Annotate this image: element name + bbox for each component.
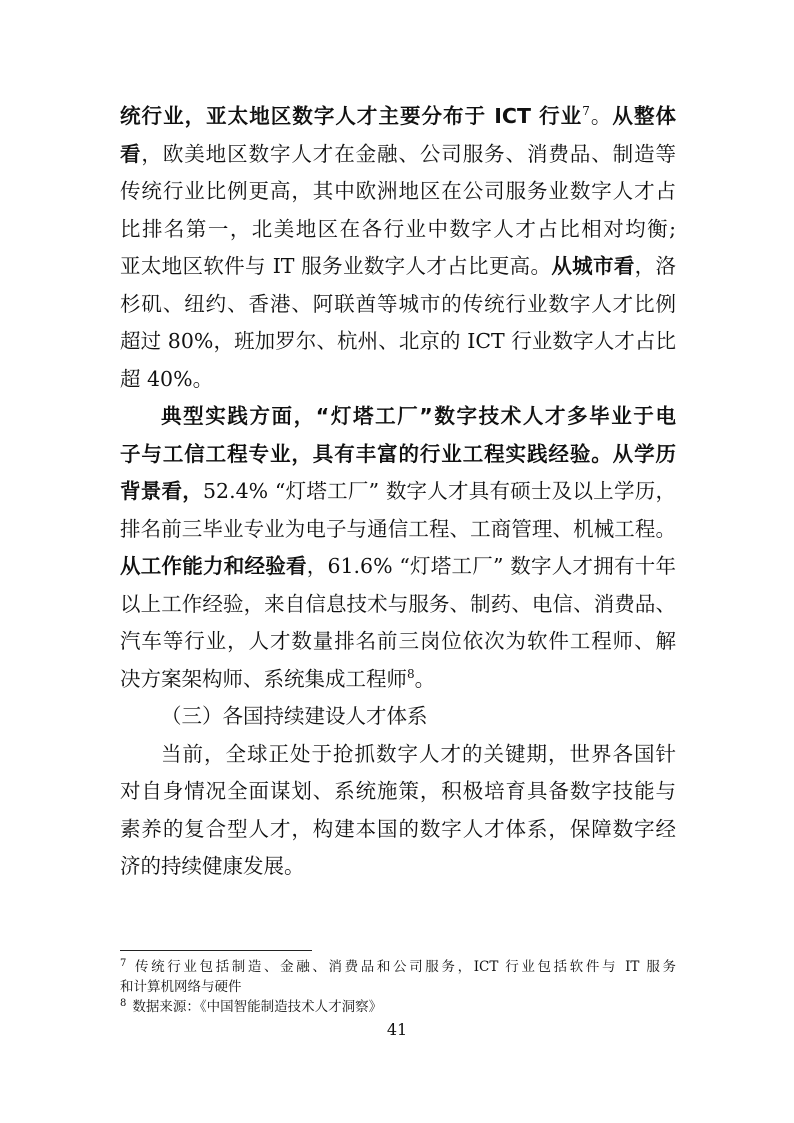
text-line: 排名前三毕业专业为电子与通信工程、工商管理、机械工程。 <box>120 516 676 541</box>
text-segment: ，洛 <box>634 254 677 278</box>
text-line <box>120 98 676 136</box>
footnote-mark: 7 <box>120 957 127 969</box>
text-line: 对自身情况全面谋划、系统施策，积极培育具备数字技能与 <box>120 779 676 803</box>
text-segment: 。 <box>414 666 436 691</box>
bold-phrase: 看 <box>120 141 142 166</box>
text-segment: 亚太地区软件与 IT 服务业数字人才占比更高。 <box>120 254 552 278</box>
footnote-ref-7[interactable]: 7 <box>582 104 590 119</box>
text-line: 杉矶、纽约、香港、阿联酋等城市的传统行业数字人才比例 <box>120 291 676 316</box>
text-line <box>120 548 676 586</box>
text-line: 济的持续健康发展。 <box>120 854 305 878</box>
text-line: 汽车等行业，人才数量排名前三岗位依次为软件工程师、解 <box>120 629 676 653</box>
footnote-divider <box>120 950 312 951</box>
text-line: 比排名第一，北美地区在各行业中数字人才占比相对均衡; <box>120 216 676 241</box>
text-segment: ，欧美地区数字人才在金融、公司服务、消费品、制造等 <box>141 141 677 166</box>
footnote-text: 传统行业包括制造、金融、消费品和公司服务，ICT 行业包括软件与 IT 服务 <box>132 959 676 975</box>
text-line: 以上工作经验，来自信息技术与服务、制药、电信、消费品、 <box>120 591 676 616</box>
text-line: 素养的复合型人才，构建本国的数字人才体系，保障数字经 <box>120 816 676 841</box>
text-segment: 52.4% “灯塔工厂” 数字人才具有硕士及以上学历， <box>202 479 676 503</box>
text-line <box>120 248 676 286</box>
footnote-mark: 8 <box>120 997 127 1009</box>
paragraph-national-talent-systems <box>120 736 676 886</box>
text-line: 传统行业比例更高，其中欧洲地区在公司服务业数字人才占 <box>120 179 676 203</box>
text-line <box>120 661 676 699</box>
text-segment: 。 <box>589 104 613 128</box>
text-line: 超 40%。 <box>120 366 214 391</box>
bold-phrase: 统行业，亚太地区数字人才主要分布于 ICT 行业 <box>120 104 583 128</box>
footnote-ref-8[interactable]: 8 <box>407 666 415 681</box>
bold-phrase: 从整体 <box>612 104 676 128</box>
paragraph-digital-talent-industry <box>120 98 676 398</box>
footnotes <box>120 957 676 1017</box>
text-line-bold: 典型实践方面，“灯塔工厂”数字技术人才多毕业于电 <box>161 404 676 428</box>
text-segment: 决方案架构师、系统集成工程师 <box>120 666 407 691</box>
footnote-8-line <box>120 997 676 1017</box>
body-text <box>120 98 676 886</box>
section-heading: （三）各国持续建设人才体系 <box>161 704 428 728</box>
bold-phrase: 从工作能力和经验看 <box>120 554 307 578</box>
footnote-text: 数据来源：《中国智能制造技术人才洞察》 <box>132 999 383 1015</box>
text-segment: ，61.6% “灯塔工厂” 数字人才拥有十年 <box>306 554 676 578</box>
text-line <box>120 136 676 174</box>
bold-phrase: 背景看， <box>120 479 203 503</box>
text-line <box>120 473 676 511</box>
page-number: 41 <box>386 1020 408 1039</box>
paragraph-lighthouse-factory <box>120 398 676 698</box>
text-line-bold: 子与工信工程专业，具有丰富的行业工程实践经验。从学历 <box>120 441 676 466</box>
footnote-7-line: 和计算机网络与硬件 <box>120 979 242 995</box>
text-line: 当前，全球正处于抢抓数字人才的关键期，世界各国针 <box>161 741 676 766</box>
text-line: 超过 80%，班加罗尔、杭州、北京的 ICT 行业数字人才占比 <box>120 329 676 353</box>
footnote-7-line <box>120 957 676 977</box>
bold-phrase: 从城市看 <box>551 254 635 278</box>
